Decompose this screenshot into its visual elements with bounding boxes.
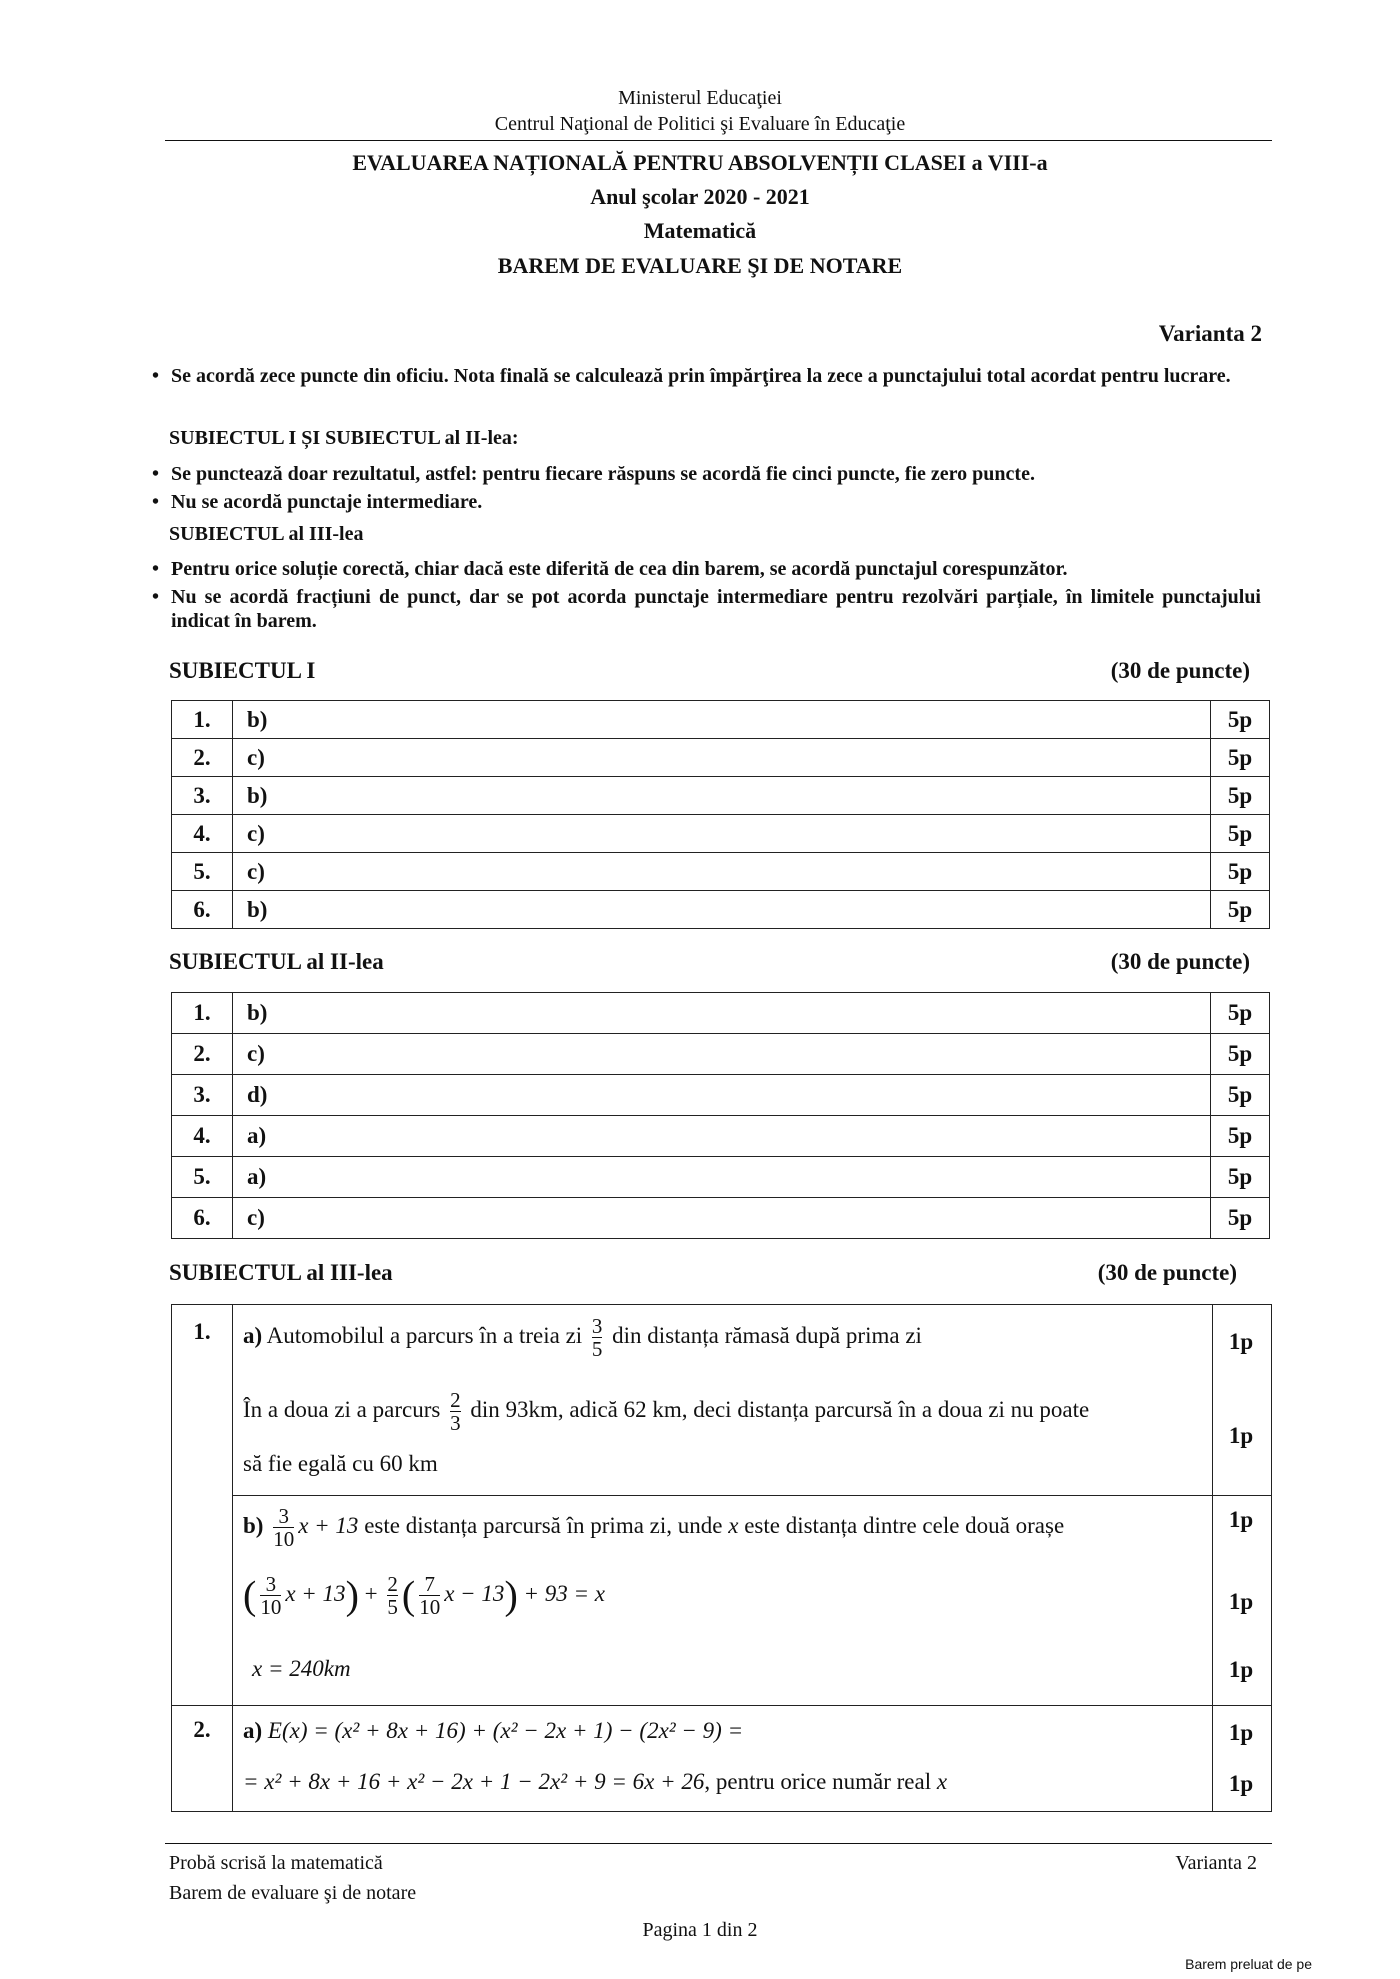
item-number: 3. <box>172 1075 233 1116</box>
row-divider <box>172 1705 1271 1706</box>
table-row <box>172 891 1270 929</box>
center-name: Centrul Naţional de Politici şi Evaluare în Educaţie <box>494 113 906 135</box>
corner-note: Barem preluat de pe <box>1185 1956 1312 1972</box>
points: 5p <box>1211 701 1270 739</box>
text: , pentru orice număr real <box>704 1769 932 1794</box>
rules-heading-2: SUBIECTUL al III-lea <box>169 523 364 545</box>
denominator: 10 <box>273 1527 295 1551</box>
points: 5p <box>1211 739 1270 777</box>
points: 5p <box>1211 1116 1270 1157</box>
numerator: 2 <box>450 1388 461 1412</box>
bullet-icon: • <box>152 491 160 513</box>
answer: a) <box>233 1157 1211 1198</box>
points: 1p <box>1228 1423 1254 1448</box>
subject2-title: SUBIECTUL al II-lea <box>169 949 384 974</box>
footer-divider <box>165 1843 1272 1844</box>
text: este distanța parcursă în prima zi, unde <box>364 1512 723 1538</box>
p1b-result: x = 240km <box>252 1656 351 1681</box>
rule-text: Se punctează doar rezultatul, astfel: pentru fiecare răspuns se acordă fie cinci puncte, fie zero puncte. <box>171 463 1035 485</box>
document-type: BAREM DE EVALUARE ŞI DE NOTARE <box>497 253 903 278</box>
column-divider <box>232 1305 233 1811</box>
points: 1p <box>1228 1720 1254 1745</box>
exam-title: EVALUAREA NAȚIONALĂ PENTRU ABSOLVENȚII CLASEI a VIII-a <box>352 150 1048 175</box>
table-row <box>172 1034 1270 1075</box>
fraction <box>419 1573 440 1618</box>
variant-label: Varianta 2 <box>1158 321 1262 346</box>
table-row <box>172 853 1270 891</box>
text: este distanța dintre cele două orașe <box>744 1512 1065 1538</box>
fraction <box>387 1573 398 1618</box>
item-number: 6. <box>172 891 233 929</box>
table-row <box>172 1075 1270 1116</box>
answer: b) <box>233 701 1211 739</box>
points: 5p <box>1211 777 1270 815</box>
paren-close: ) <box>345 1572 359 1618</box>
header-divider <box>165 140 1272 141</box>
p1a-line3 <box>243 1450 438 1478</box>
part-label: a) <box>243 1718 263 1743</box>
p1b-equation <box>243 1573 605 1618</box>
denominator: 3 <box>450 1411 461 1435</box>
rule-text: Pentru orice soluție corectă, chiar dacă este diferită de cea din barem, se acordă punctajul corespunzător. <box>171 558 1068 580</box>
subject-name: Matematică <box>643 218 757 243</box>
points: 5p <box>1211 853 1270 891</box>
numerator: 3 <box>278 1504 289 1528</box>
numerator: 3 <box>265 1572 277 1596</box>
fraction <box>273 1505 294 1550</box>
subject1-points: (30 de puncte) <box>1110 658 1250 683</box>
text: din distanța rămasă după prima zi <box>612 1322 922 1348</box>
problem-number: 1. <box>193 1319 211 1344</box>
fraction <box>260 1573 281 1618</box>
variable: x <box>936 1769 948 1794</box>
footer-left-2: Barem de evaluare şi de notare <box>169 1882 417 1904</box>
bullet-icon: • <box>152 558 160 580</box>
part-label: b) <box>243 1512 264 1538</box>
subject1-title: SUBIECTUL I <box>169 658 316 683</box>
item-number: 1. <box>172 993 233 1034</box>
answer: c) <box>233 739 1211 777</box>
numerator: 7 <box>424 1572 435 1596</box>
answer: b) <box>233 993 1211 1034</box>
p2a-line1 <box>243 1717 743 1745</box>
rule-bullet-4 <box>152 557 1261 581</box>
item-number: 5. <box>172 853 233 891</box>
rule-text: Nu se acordă fracțiuni de punct, dar se pot acorda punctaje intermediare pentru rezolvări parțiale, în limitele punctajului indicat în barem. <box>171 586 1261 632</box>
answer: d) <box>233 1075 1211 1116</box>
paren-open: ( <box>401 1572 416 1618</box>
denominator: 10 <box>419 1595 441 1619</box>
school-year: Anul şcolar 2020 - 2021 <box>590 184 810 209</box>
points: 1p <box>1228 1771 1254 1796</box>
table-row <box>172 739 1270 777</box>
footer-variant: Varianta 2 <box>1175 1852 1257 1874</box>
expression: x + 13 <box>298 1512 359 1538</box>
p1b-line1 <box>243 1505 1064 1550</box>
item-number: 2. <box>172 1034 233 1075</box>
rule-text: Nu se acordă punctaje intermediare. <box>171 491 483 513</box>
text: să fie egală cu <box>243 1451 374 1476</box>
item-number: 2. <box>172 739 233 777</box>
row-divider <box>232 1495 1271 1496</box>
text: , deci distanța parcursă în a doua zi nu poate <box>681 1396 1090 1422</box>
numerator: 2 <box>387 1572 398 1596</box>
item-number: 3. <box>172 777 233 815</box>
paren-open: ( <box>243 1572 257 1618</box>
points: 5p <box>1211 891 1270 929</box>
fraction <box>592 1315 603 1360</box>
bullet-icon: • <box>152 365 160 387</box>
points: 5p <box>1211 993 1270 1034</box>
points: 5p <box>1211 815 1270 853</box>
subject3-title: SUBIECTUL al III-lea <box>169 1260 393 1285</box>
subject3-table <box>171 1304 1272 1812</box>
rules-heading-1: SUBIECTUL I ȘI SUBIECTUL al II-lea: <box>169 427 519 449</box>
part-label: a) <box>243 1322 263 1348</box>
item-number: 4. <box>172 1116 233 1157</box>
answer: b) <box>233 891 1211 929</box>
subject2-table <box>171 992 1270 1239</box>
answer: c) <box>233 1034 1211 1075</box>
table-row <box>172 701 1270 739</box>
footer-left-1: Probă scrisă la matematică <box>169 1852 383 1874</box>
subject3-points: (30 de puncte) <box>1097 1260 1237 1285</box>
table-row <box>172 815 1270 853</box>
answer: c) <box>233 853 1211 891</box>
rule-text: Se acordă zece puncte din oficiu. Nota finală se calculează prin împărţirea la zece a punctajului total acordat pentru lucrare. <box>171 365 1231 387</box>
rule-bullet-3 <box>152 490 1261 514</box>
rule-bullet-2 <box>152 462 1261 486</box>
rule-bullet-5 <box>152 585 1261 633</box>
numerator: 3 <box>591 1314 603 1338</box>
points: 5p <box>1211 1075 1270 1116</box>
denominator: 5 <box>387 1595 398 1619</box>
answer: c) <box>233 815 1211 853</box>
subject1-table <box>171 700 1270 929</box>
expression: E(x) = (x² + 8x + 16) + (x² − 2x + 1) − (2x² − 9) = <box>267 1718 744 1743</box>
bullet-icon: • <box>152 586 160 608</box>
p2a-line2 <box>243 1768 947 1796</box>
expression: x − 13 <box>444 1580 505 1606</box>
value: 60 km <box>379 1451 438 1476</box>
table-row <box>172 777 1270 815</box>
text: , adică <box>557 1396 618 1422</box>
table-row <box>172 1198 1270 1239</box>
problem-number: 2. <box>193 1717 211 1742</box>
points: 1p <box>1228 1329 1254 1354</box>
value: 93km <box>505 1396 558 1422</box>
answer: a) <box>233 1116 1211 1157</box>
ministry-name: Ministerul Educaţiei <box>618 87 782 109</box>
points: 1p <box>1228 1589 1254 1614</box>
points: 1p <box>1228 1507 1254 1532</box>
item-number: 1. <box>172 701 233 739</box>
page-number: Pagina 1 din 2 <box>642 1919 758 1941</box>
item-number: 6. <box>172 1198 233 1239</box>
expression: = x² + 8x + 16 + x² − 2x + 1 − 2x² + 9 = 6x + 26 <box>243 1769 705 1794</box>
points: 5p <box>1211 1034 1270 1075</box>
fraction <box>450 1389 461 1434</box>
paren-close: ) <box>504 1572 518 1618</box>
points: 5p <box>1211 1157 1270 1198</box>
text: În a doua zi a parcurs <box>243 1396 441 1422</box>
denominator: 5 <box>591 1337 603 1361</box>
table-row <box>172 993 1270 1034</box>
item-number: 5. <box>172 1157 233 1198</box>
points: 1p <box>1228 1657 1254 1682</box>
operator: + <box>364 1580 378 1606</box>
table-row <box>172 1157 1270 1198</box>
item-number: 4. <box>172 815 233 853</box>
bullet-icon: • <box>152 463 160 485</box>
p1a-line2 <box>243 1389 1089 1434</box>
expression: x + 13 <box>285 1580 346 1606</box>
p1a-line1 <box>243 1315 922 1360</box>
answer: b) <box>233 777 1211 815</box>
text: din <box>470 1396 500 1422</box>
expression: + 93 = x <box>523 1580 606 1606</box>
subject2-points: (30 de puncte) <box>1110 949 1250 974</box>
table-row <box>172 1116 1270 1157</box>
variable: x <box>728 1512 739 1538</box>
text: Automobilul a parcurs în a treia zi <box>266 1322 583 1348</box>
points: 5p <box>1211 1198 1270 1239</box>
answer: c) <box>233 1198 1211 1239</box>
denominator: 10 <box>260 1595 282 1619</box>
value: 62 km <box>623 1396 682 1422</box>
rule-bullet-1 <box>152 364 1261 388</box>
